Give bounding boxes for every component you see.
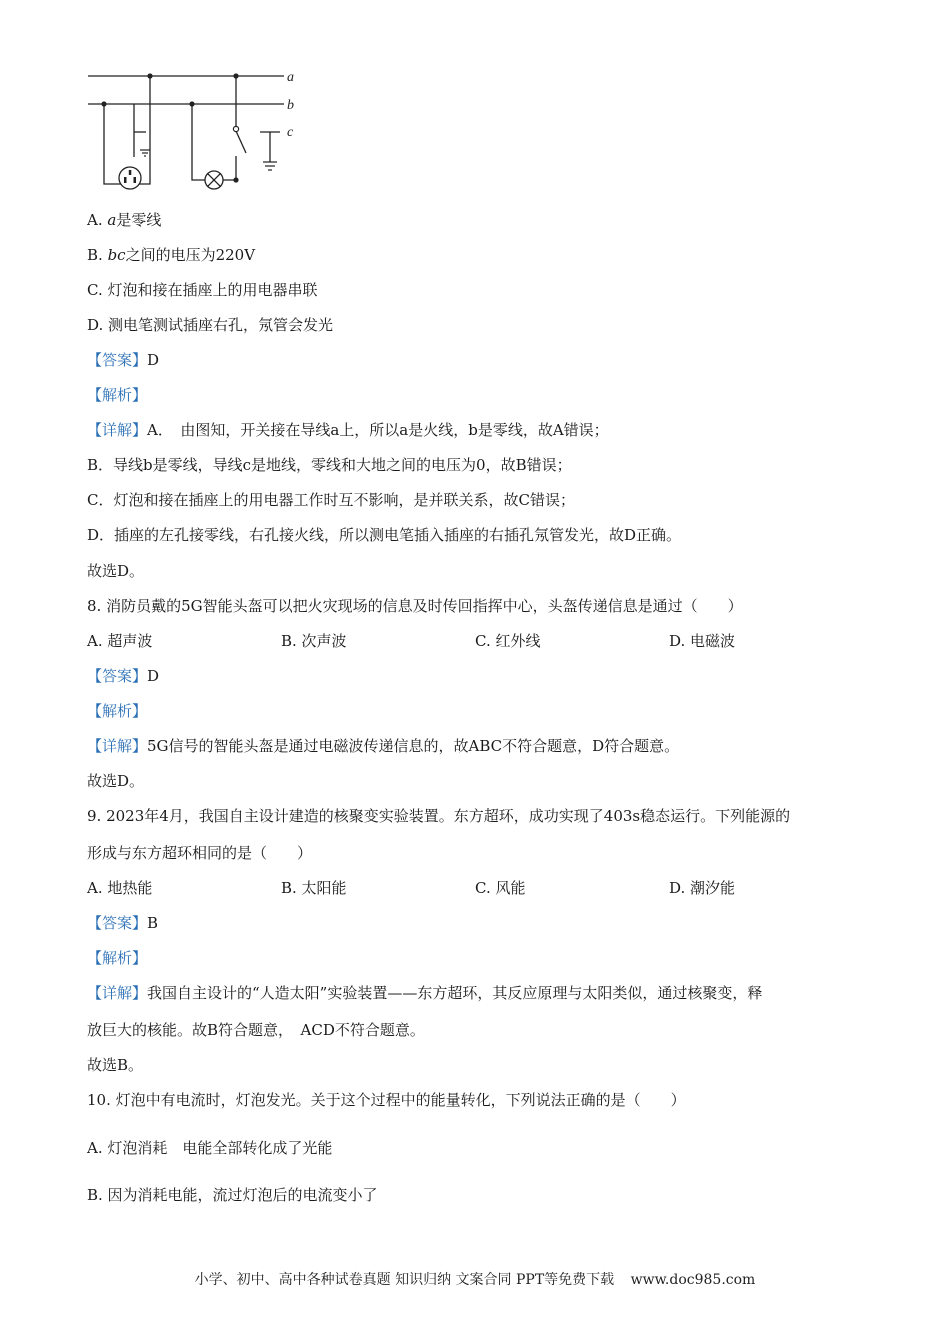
q7-analysis-label: 【解析】 (87, 386, 148, 404)
circuit-diagram (84, 62, 314, 192)
page-footer (0, 1269, 950, 1289)
socket-ground-icon (140, 150, 150, 156)
q9-answer: 【答案】B (87, 914, 159, 932)
label-a: a (287, 70, 294, 85)
q8-detail: 【详解】5G信号的智能头盔是通过电磁波传递信息的，故ABC不符合题意，D符合题意。 (87, 737, 680, 755)
q9-option-a: A. 地热能 (87, 879, 153, 897)
q9-stem-line1: 9. 2023年4月，我国自主设计建造的核聚变实验装置。东方超环，成功实现了403s稳态运行。下列能源的 (87, 807, 791, 825)
q7-detail-d: D．插座的左孔接零线，右孔接火线，所以测电笔插入插座的右插孔氖管发光，故D正确。 (87, 526, 682, 544)
q7-option-c: C. 灯泡和接在插座上的用电器串联 (87, 281, 318, 299)
q9-option-b: B. 太阳能 (281, 879, 347, 897)
q9-analysis-label: 【解析】 (87, 949, 148, 967)
q7-detail-c: C．灯泡和接在插座上的用电器工作时互不影响，是并联关系，故C错误； (87, 491, 575, 509)
label-c: c (287, 125, 294, 140)
q8-stem: 8. 消防员戴的5G智能头盔可以把火灾现场的信息及时传回指挥中心，头盔传递信息是通过（ ） (87, 597, 743, 615)
q8-option-b: B. 次声波 (281, 632, 347, 650)
q8-option-a: A. 超声波 (87, 632, 153, 650)
q8-analysis-label: 【解析】 (87, 702, 148, 720)
footer-url[interactable]: www.doc985.com (630, 1272, 756, 1288)
q10-option-b: B. 因为消耗电能，流过灯泡后的电流变小了 (87, 1186, 378, 1204)
q7-option-b: B. bc之间的电压为220V (87, 246, 256, 264)
q8-option-c: C. 红外线 (475, 632, 541, 650)
q9-option-d: D. 潮汐能 (669, 879, 736, 897)
q10-option-a: A. 灯泡消耗 电能全部转化成了光能 (87, 1139, 333, 1157)
ground-c-icon (263, 162, 277, 170)
q7-detail-a: 【详解】A． 由图知，开关接在导线a上，所以a是火线，b是零线，故A错误； (87, 421, 609, 439)
q7-option-d: D. 测电笔测试插座右孔，氖管会发光 (87, 316, 334, 334)
label-b: b (287, 98, 294, 113)
q9-detail-line1: 【详解】我国自主设计的“人造太阳”实验装置——东方超环，其反应原理与太阳类似，通过核聚变，释 (87, 984, 763, 1002)
lamp-icon (205, 171, 223, 189)
q8-answer: 【答案】D (87, 667, 160, 685)
q8-option-d: D. 电磁波 (669, 632, 736, 650)
q9-option-c: C. 风能 (475, 879, 526, 897)
q7-answer: 【答案】D (87, 351, 160, 369)
footer-text: 小学、初中、高中各种试卷真题 知识归纳 文案合同 PPT等免费下载 (194, 1272, 615, 1288)
socket-icon (119, 167, 141, 189)
q8-conclusion: 故选D。 (87, 772, 145, 790)
q9-detail-line2: 放巨大的核能。故B符合题意， ACD不符合题意。 (87, 1021, 425, 1039)
q10-stem: 10. 灯泡中有电流时，灯泡发光。关于这个过程中的能量转化，下列说法正确的是（ ） (87, 1091, 686, 1109)
q7-option-a: A. a是零线 (87, 211, 162, 229)
q7-detail-b: B．导线b是零线，导线c是地线，零线和大地之间的电压为0，故B错误； (87, 456, 572, 474)
q9-stem-line2: 形成与东方超环相同的是（ ） (87, 844, 313, 862)
q7-conclusion: 故选D。 (87, 562, 145, 580)
q9-conclusion: 故选B。 (87, 1056, 144, 1074)
